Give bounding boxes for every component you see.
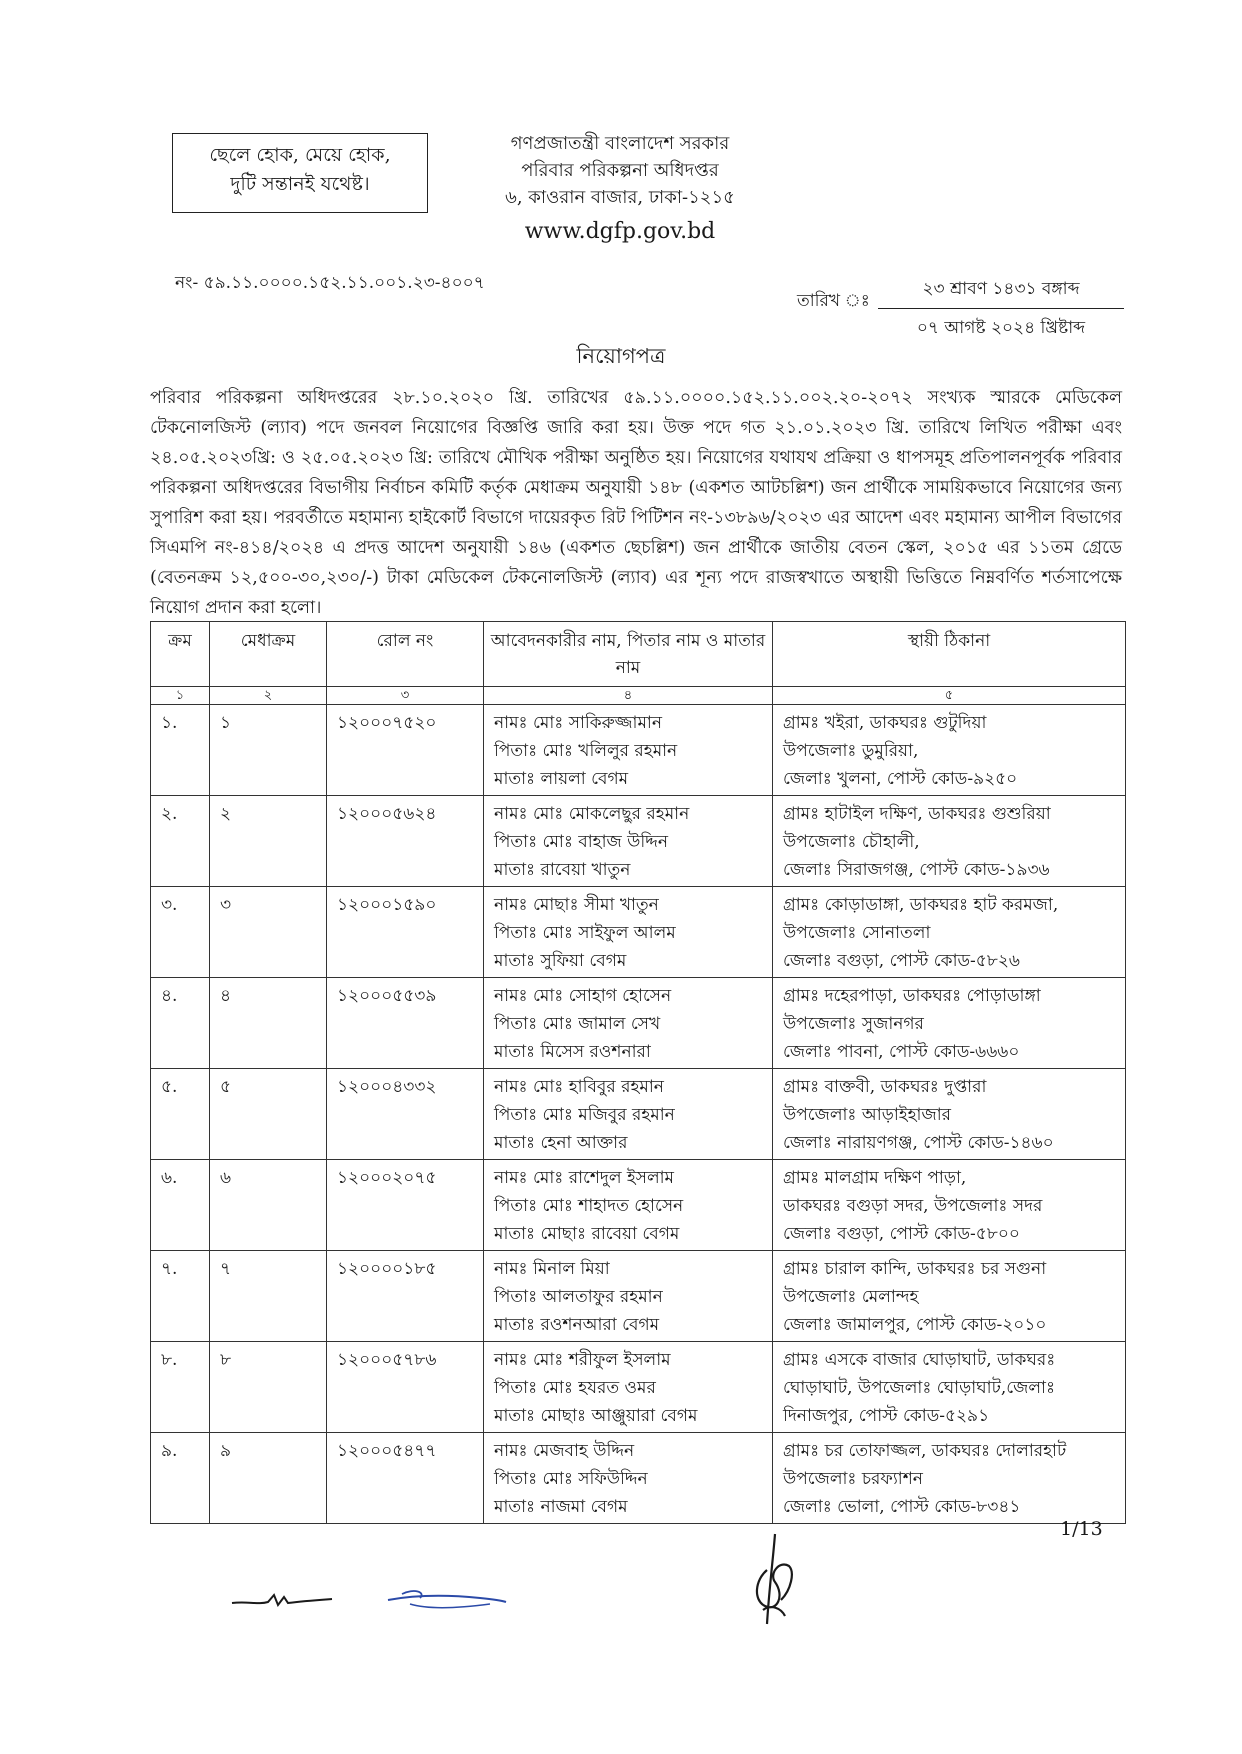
cell-name-line: মাতাঃ হেনা আক্তার: [494, 1133, 628, 1154]
cell-name-line: নামঃ মোঃ হাবিবুর রহমান: [494, 1077, 664, 1098]
cell-name: [484, 705, 773, 796]
column-number: ৫: [773, 687, 1126, 705]
cell-merit-line: ৯: [220, 1441, 232, 1462]
cell-serial-line: ৭.: [161, 1259, 178, 1280]
cell-serial-line: ১.: [161, 713, 178, 734]
cell-address-line: জেলাঃ সিরাজগঞ্জ, পোস্ট কোড-১৯৩৬: [783, 860, 1050, 881]
cell-address: [773, 1433, 1126, 1524]
header-merit: মেধাক্রম: [210, 622, 327, 687]
cell-roll: [327, 887, 484, 978]
cell-roll-line: ১২০০০২০৭৫: [337, 1168, 437, 1189]
cell-name-line: মাতাঃ মিসেস রওশনারা: [494, 1042, 651, 1063]
cell-merit: [210, 705, 327, 796]
memo-number: নং- ৫৯.১১.০০০০.১৫২.১১.০০১.২৩-৪০০৭: [175, 273, 485, 293]
cell-name-line: পিতাঃ মোঃ সফিউদ্দিন: [494, 1469, 648, 1490]
table-row: [151, 1069, 1126, 1160]
table-row: [151, 887, 1126, 978]
cell-serial-line: ৯.: [161, 1441, 178, 1462]
cell-address-line: গ্রামঃ বাক্তবী, ডাকঘরঃ দুপ্তারা: [783, 1077, 987, 1098]
letterhead-website: www.dgfp.gov.bd: [524, 219, 716, 244]
cell-address-line: জেলাঃ ভোলা, পোস্ট কোড-৮৩৪১: [783, 1497, 1021, 1518]
cell-name-line: মাতাঃ রাবেয়া খাতুন: [494, 860, 631, 881]
header-serial: ক্রম: [151, 622, 210, 687]
cell-serial: [151, 796, 210, 887]
signature-main: [745, 1530, 805, 1630]
cell-name-line: মাতাঃ রওশনআরা বেগম: [494, 1315, 660, 1336]
cell-address: [773, 1251, 1126, 1342]
cell-merit: [210, 796, 327, 887]
cell-serial: [151, 887, 210, 978]
column-number: ৩: [327, 687, 484, 705]
cell-name-line: মাতাঃ নাজমা বেগম: [494, 1497, 628, 1518]
date-label: তারিখ ঃ: [797, 291, 870, 311]
cell-merit: [210, 1069, 327, 1160]
header-name: আবেদনকারীর নাম, পিতার নাম ও মাতার নাম: [484, 622, 773, 687]
cell-address-line: উপজেলাঃ আড়াইহাজার: [783, 1105, 951, 1126]
table-row: [151, 1433, 1126, 1524]
cell-name: [484, 1160, 773, 1251]
cell-serial: [151, 1433, 210, 1524]
cell-merit: [210, 1251, 327, 1342]
letterhead-government: গণপ্রজাতন্ত্রী বাংলাদেশ সরকার: [510, 133, 730, 154]
cell-name-line: পিতাঃ মোঃ হযরত ওমর: [494, 1378, 656, 1399]
cell-address: [773, 887, 1126, 978]
cell-roll: [327, 978, 484, 1069]
slogan-box: [172, 133, 428, 213]
header-address: স্থায়ী ঠিকানা: [773, 622, 1126, 687]
cell-name-line: মাতাঃ মোছাঃ আঞ্জুয়ারা বেগম: [494, 1406, 698, 1427]
cell-address-line: গ্রামঃ দহেরপাড়া, ডাকঘরঃ পোড়াডাঙ্গা: [783, 986, 1041, 1007]
table-row: [151, 705, 1126, 796]
cell-name-line: নামঃ মিনাল মিয়া: [494, 1259, 610, 1280]
cell-merit-line: ৭: [220, 1259, 232, 1280]
cell-merit-line: ১: [220, 713, 232, 734]
body-paragraph: পরিবার পরিকল্পনা অধিদপ্তরের ২৮.১০.২০২০ খ্রি. তারিখের ৫৯.১১.০০০০.১৫২.১১.০০২.২০-২০৭২ সংখ্যক স্মারকে মেডিকেল টেকনোলজিস্ট (ল্যাব) পদে জনবল নিয়োগের বিজ্ঞপ্তি জারি করা হয়। উক্ত পদে গত ২১.০১.২০২৩ খ্রি. তারিখে লিখিত পরীক্ষা এবং ২৪.০৫.২০২৩খ্রি: ও ২৫.০৫.২০২৩ খ্রি: তারিখে মৌখিক পরীক্ষা অনুষ্ঠিত হয়। নিয়োগের যথাযথ প্রক্রিয়া ও ধাপসমূহ প্রতিপালনপূর্বক পরিবার পরিকল্পনা অধিদপ্তরের বিভাগীয় নির্বাচন কমিটি কর্তৃক মেধাক্রম অনুযায়ী ১৪৮ (একশত আটচল্লিশ) জন প্রার্থীকে সাময়িকভাবে নিয়োগের জন্য সুপারিশ করা হয়। পরবর্তীতে মহামান্য হাইকোর্ট বিভাগে দায়েরকৃত রিট পিটিশন নং-১৩৮৯৬/২০২৩ এর আদেশ এবং মহামান্য আপীল বিভাগের সিএমপি নং-৪১৪/২০২৪ এ প্রদত্ত আদেশ অনুযায়ী ১৪৬ (একশত ছেচল্লিশ) জন প্রার্থীকে জাতীয় বেতন স্কেল, ২০১৫ এর ১১তম গ্রেডে (বেতনক্রম ১২,৫০০-৩০,২৩০/-) টাকা মেডিকেল টেকনোলজিস্ট (ল্যাব) এর শূন্য পদে রাজস্বখাতে অস্থায়ী ভিত্তিতে নিম্নবর্ণিত শর্তসাপেক্ষে নিয়োগ প্রদান করা হলো।: [150, 388, 1122, 618]
signature-initial-2: [380, 1580, 510, 1620]
cell-address-line: জেলাঃ জামালপুর, পোস্ট কোড-২০১০: [783, 1315, 1047, 1336]
date-english: ০৭ আগষ্ট ২০২৪ খ্রিষ্টাব্দ: [916, 318, 1086, 338]
cell-name-line: নামঃ মোঃ মোকলেছুর রহমান: [494, 804, 690, 825]
cell-roll-line: ১২০০০৭৫২০: [337, 713, 437, 734]
cell-address-line: গ্রামঃ চর তোফাজ্জল, ডাকঘরঃ দোলারহাট: [783, 1441, 1067, 1462]
column-number: ১: [151, 687, 210, 705]
header-roll: রোল নং: [327, 622, 484, 687]
cell-address: [773, 705, 1126, 796]
cell-address-line: ঘোড়াঘাট, উপজেলাঃ ঘোড়াঘাট,জেলাঃ: [783, 1378, 1056, 1399]
cell-address-line: জেলাঃ পাবনা, পোস্ট কোড-৬৬৬০: [783, 1042, 1020, 1063]
cell-merit-line: ৬: [220, 1168, 232, 1189]
cell-name-line: পিতাঃ আলতাফুর রহমান: [494, 1287, 663, 1308]
cell-name: [484, 796, 773, 887]
table-row: [151, 1342, 1126, 1433]
cell-merit-line: ৪: [220, 986, 232, 1007]
cell-roll: [327, 796, 484, 887]
letterhead-department: পরিবার পরিকল্পনা অধিদপ্তর: [521, 160, 719, 181]
cell-serial: [151, 705, 210, 796]
cell-address-line: জেলাঃ খুলনা, পোস্ট কোড-৯২৫০: [783, 769, 1018, 790]
table-row: [151, 1251, 1126, 1342]
slogan-line-1: ছেলে হোক, মেয়ে হোক,: [209, 144, 391, 166]
cell-roll: [327, 1160, 484, 1251]
cell-address: [773, 1069, 1126, 1160]
cell-merit: [210, 1160, 327, 1251]
slogan-line-2: দুটি সন্তানই যথেষ্ট।: [230, 173, 370, 196]
cell-address-line: জেলাঃ নারায়ণগঞ্জ, পোস্ট কোড-১৪৬০: [783, 1133, 1054, 1154]
cell-name: [484, 887, 773, 978]
cell-address-line: উপজেলাঃ সোনাতলা: [783, 923, 931, 944]
cell-address-line: জেলাঃ বগুড়া, পোস্ট কোড-৫৮০০: [783, 1224, 1020, 1245]
cell-address-line: গ্রামঃ মালগ্রাম দক্ষিণ পাড়া,: [783, 1168, 967, 1189]
cell-serial: [151, 1342, 210, 1433]
cell-address-line: জেলাঃ বগুড়া, পোস্ট কোড-৫৮২৬: [783, 951, 1020, 972]
cell-name: [484, 1433, 773, 1524]
cell-serial-line: ৪.: [161, 986, 178, 1007]
cell-name: [484, 1342, 773, 1433]
cell-merit-line: ৩: [220, 895, 232, 916]
cell-roll: [327, 1251, 484, 1342]
letterhead-address: ৬, কাওরান বাজার, ঢাকা-১২১৫: [505, 187, 735, 208]
cell-roll-line: ১২০০০০১৮৫: [337, 1259, 437, 1280]
cell-roll: [327, 705, 484, 796]
cell-address-line: গ্রামঃ খইরা, ডাকঘরঃ গুটুদিয়া: [783, 713, 987, 734]
cell-name-line: মাতাঃ মোছাঃ রাবেয়া বেগম: [494, 1224, 680, 1245]
cell-serial-line: ৩.: [161, 895, 178, 916]
cell-roll-line: ১২০০০১৫৯০: [337, 895, 437, 916]
cell-roll: [327, 1069, 484, 1160]
document-title: নিয়োগপত্র: [576, 344, 666, 368]
cell-address: [773, 1342, 1126, 1433]
cell-serial: [151, 1069, 210, 1160]
cell-name-line: পিতাঃ মোঃ জামাল সেখ: [494, 1014, 661, 1035]
cell-roll-line: ১২০০০৫৪৭৭: [337, 1441, 437, 1462]
table-row: [151, 796, 1126, 887]
cell-name-line: নামঃ মোছাঃ সীমা খাতুন: [494, 895, 659, 916]
cell-address-line: উপজেলাঃ চৌহালী,: [783, 832, 920, 853]
signature-initial-1: [228, 1575, 338, 1615]
cell-serial-line: ৫.: [161, 1077, 178, 1098]
cell-name-line: পিতাঃ মোঃ বাহাজ উদ্দিন: [494, 832, 668, 853]
cell-merit: [210, 1342, 327, 1433]
column-number-row: [151, 687, 1126, 705]
cell-name-line: পিতাঃ মোঃ সাইফুল আলম: [494, 923, 676, 944]
cell-address-line: গ্রামঃ চারাল কান্দি, ডাকঘরঃ চর সগুনা: [783, 1259, 1047, 1280]
cell-merit: [210, 887, 327, 978]
table-row: [151, 1160, 1126, 1251]
cell-address-line: উপজেলাঃ সুজানগর: [783, 1014, 924, 1035]
cell-serial: [151, 1251, 210, 1342]
cell-name-line: নামঃ মোঃ রাশেদুল ইসলাম: [494, 1168, 674, 1189]
cell-name-line: নামঃ মেজবাহ উদ্দিন: [494, 1441, 635, 1462]
table-row: [151, 978, 1126, 1069]
cell-address: [773, 978, 1126, 1069]
cell-address-line: গ্রামঃ এসকে বাজার ঘোড়াঘাট, ডাকঘরঃ: [783, 1350, 1056, 1371]
date-bangla: ২৩ শ্রাবণ ১৪৩১ বঙ্গাব্দ: [878, 276, 1124, 309]
cell-roll-line: ১২০০০৫৫৩৯: [337, 986, 437, 1007]
cell-name-line: পিতাঃ মোঃ মজিবুর রহমান: [494, 1105, 675, 1126]
cell-name-line: নামঃ মোঃ সাকিরুজ্জামান: [494, 713, 662, 734]
cell-name: [484, 978, 773, 1069]
cell-serial: [151, 1160, 210, 1251]
appointee-table: [150, 621, 1126, 1524]
cell-merit-line: ২: [220, 804, 232, 825]
cell-merit: [210, 978, 327, 1069]
cell-roll-line: ১২০০০৫৭৮৬: [337, 1350, 437, 1371]
cell-roll: [327, 1433, 484, 1524]
cell-address-line: দিনাজপুর, পোস্ট কোড-৫২৯১: [783, 1406, 990, 1427]
cell-address-line: গ্রামঃ হাটাইল দক্ষিণ, ডাকঘরঃ গুশুরিয়া: [783, 804, 1051, 825]
cell-serial-line: ২.: [161, 804, 178, 825]
cell-address-line: ডাকঘরঃ বগুড়া সদর, উপজেলাঃ সদর: [783, 1196, 1043, 1217]
cell-name: [484, 1069, 773, 1160]
cell-roll-line: ১২০০০৪৩৩২: [337, 1077, 437, 1098]
cell-serial: [151, 978, 210, 1069]
column-number: ২: [210, 687, 327, 705]
cell-name-line: মাতাঃ লায়লা বেগম: [494, 769, 629, 790]
cell-merit: [210, 1433, 327, 1524]
cell-name-line: নামঃ মোঃ সোহাগ হোসেন: [494, 986, 672, 1007]
cell-name-line: পিতাঃ মোঃ শাহাদত হোসেন: [494, 1196, 684, 1217]
cell-name: [484, 1251, 773, 1342]
cell-serial-line: ৬.: [161, 1168, 178, 1189]
cell-roll-line: ১২০০০৫৬২৪: [337, 804, 437, 825]
cell-address: [773, 1160, 1126, 1251]
table-header-row: [151, 622, 1126, 687]
cell-merit-line: ৫: [220, 1077, 232, 1098]
cell-name-line: পিতাঃ মোঃ খলিলুর রহমান: [494, 741, 678, 762]
cell-address-line: উপজেলাঃ মেলান্দহ: [783, 1287, 919, 1308]
page-number: 1/13: [1060, 1518, 1103, 1540]
cell-address-line: গ্রামঃ কোড়াডাঙ্গা, ডাকঘরঃ হাট করমজা,: [783, 895, 1059, 916]
cell-merit-line: ৮: [220, 1350, 232, 1371]
column-number: ৪: [484, 687, 773, 705]
cell-address-line: উপজেলাঃ ডুমুরিয়া,: [783, 741, 919, 762]
cell-roll: [327, 1342, 484, 1433]
letterhead: [500, 130, 740, 248]
cell-name-line: নামঃ মোঃ শরীফুল ইসলাম: [494, 1350, 671, 1371]
cell-address: [773, 796, 1126, 887]
cell-name-line: মাতাঃ সুফিয়া বেগম: [494, 951, 627, 972]
date-block: [878, 276, 1124, 343]
cell-address-line: উপজেলাঃ চরফ্যাশন: [783, 1469, 923, 1490]
cell-serial-line: ৮.: [161, 1350, 178, 1371]
